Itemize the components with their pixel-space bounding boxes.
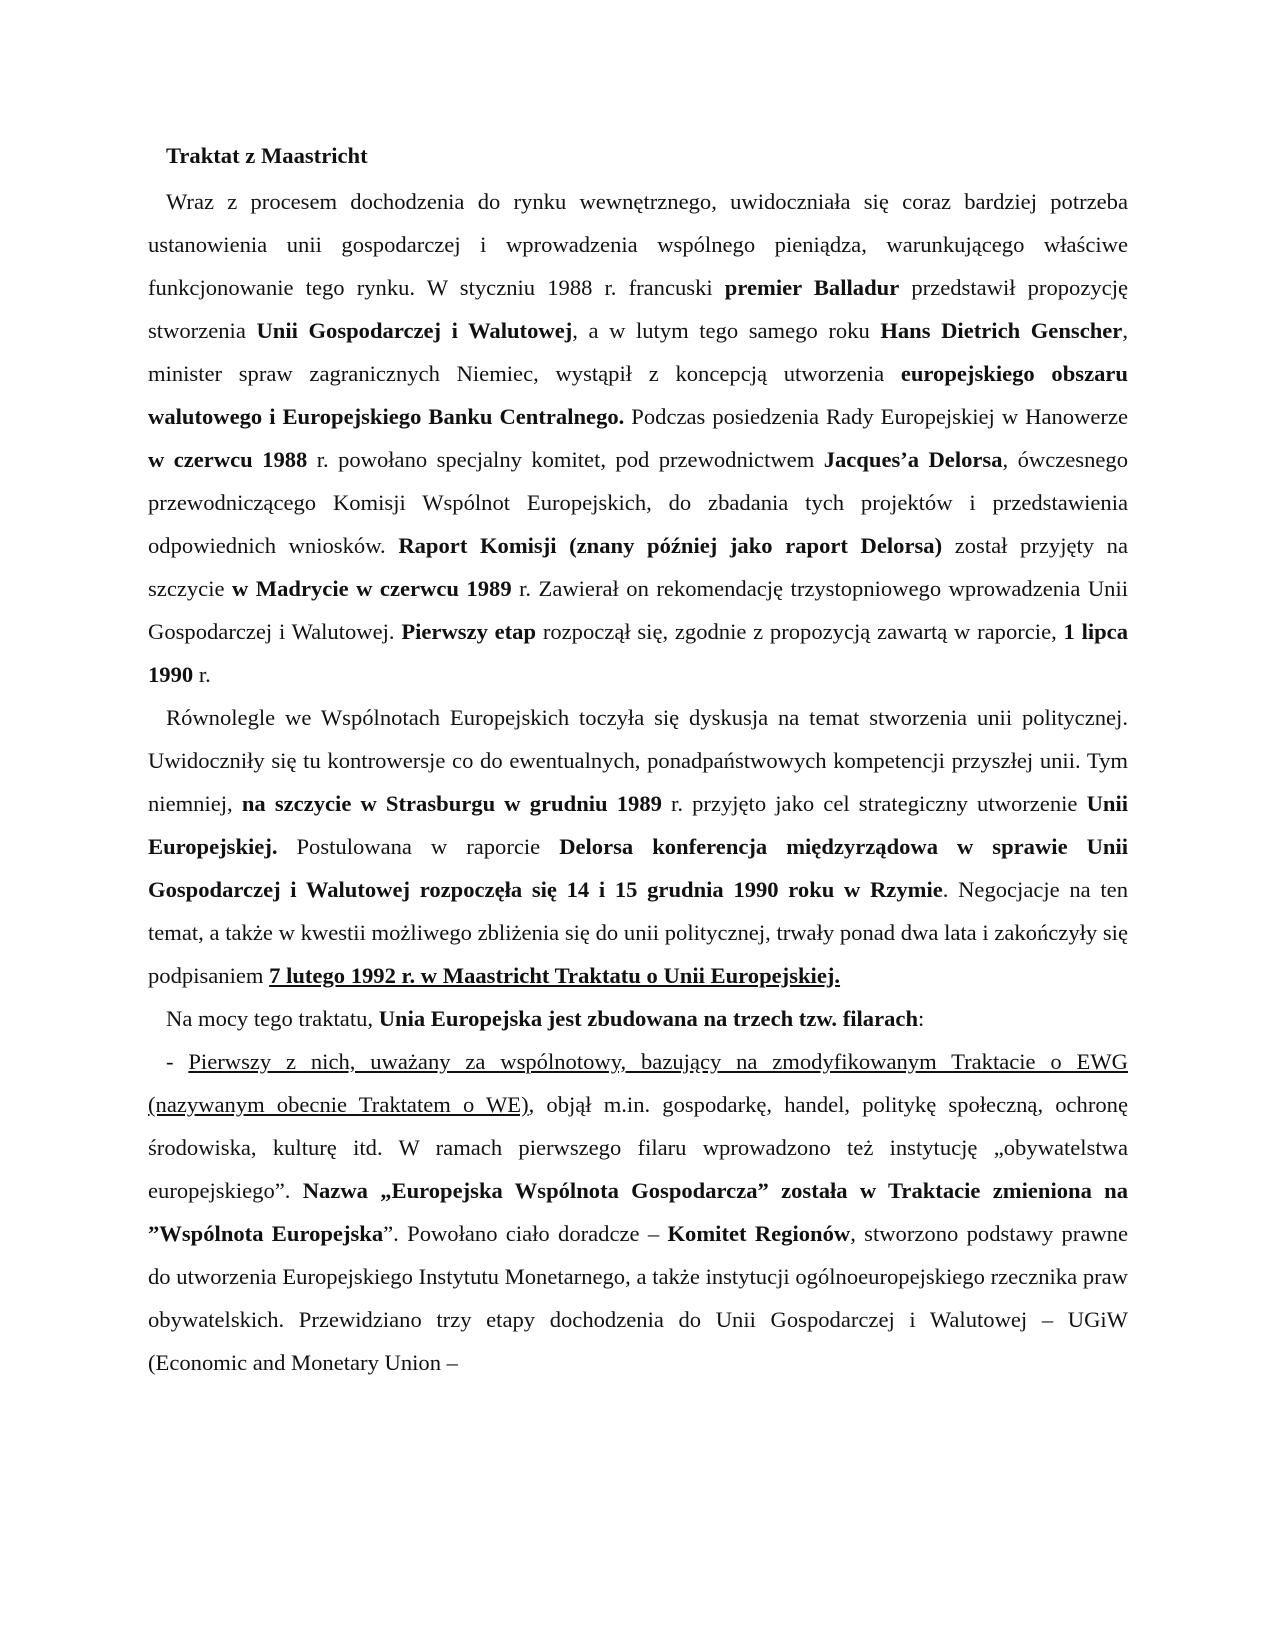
bold-text: premier Balladur [724,275,900,300]
text-run: r. powołano specjalny komitet, pod przewodnictwem [307,447,824,472]
paragraph-1 [148,180,1128,696]
text-run: , a w lutym tego samego roku [572,318,881,343]
text-run: Postulowana w raporcie [277,834,560,859]
bold-text: 1 lipca 1990 [148,619,1129,687]
paragraph-2 [148,696,1128,997]
text-run: , minister spraw zagranicznych Niemiec, wystąpił z koncepcją utworzenia [148,318,1128,386]
bold-text: Nazwa „Europejska Wspólnota Gospodarcza” została w Traktacie zmieniona na ”Wspólnota Europejska [148,1178,1129,1246]
bold-text: Jacques’a Delorsa [823,447,1003,472]
bold-text: w czerwcu 1988 [148,447,308,472]
paragraph-3 [148,997,1128,1040]
text-run: . Negocjacje na ten temat, a także w kwestii możliwego zbliżenia się do unii politycznej, trwały ponad dwa lata i zakończyły się podpisaniem [148,877,1128,988]
bold-text: europejskiego obszaru walutowego i Europejskiego Banku Centralnego. [148,361,1128,429]
text-run: rozpoczął się, zgodnie z propozycją zawartą w raporcie, [536,619,1064,644]
document-title: Traktat z Maastricht [166,143,368,168]
bold-text: Komitet Regionów [667,1221,851,1246]
text-run: Na mocy tego traktatu, [166,1006,379,1031]
text-run: , stworzono podstawy prawne do utworzenia Europejskiego Instytutu Monetarnego, a także instytucji ogólnoeuropejskiego rzecznika praw obywatelskich. Przewidziano trzy etapy dochodzenia do Unii Gospodarczej i Walutowej – UGiW (Economic and Monetary Union – [148,1221,1129,1375]
text-run: Podczas posiedzenia Rady Europejskiej w Hanowerze [624,404,1128,429]
bold-text: Unii Gospodarczej i Walutowej [256,318,573,343]
bold-text: Pierwszy etap [401,619,537,644]
bold-text: Unii Europejskiej. [148,791,1128,859]
text-run: - [166,1049,189,1074]
underlined-text: Pierwszy z nich, uważany za wspólnotowy, bazujący na zmodyfikowanym Traktacie o EWG (nazywanym obecnie Traktatem o WE) [148,1049,1128,1117]
text-run: , ówczesnego przewodniczącego Komisji Wspólnot Europejskich, do zbadania tych projektów i przedstawienia odpowiednich wniosków. [148,447,1128,558]
text-run: , objął m.in. gospodarkę, handel, politykę społeczną, ochronę środowiska, kulturę itd. W ramach pierwszego filaru wprowadzono też instytucję „obywatelstwa europejskiego”. [148,1092,1128,1203]
bold-text [269,963,840,988]
text-run: przedstawił propozycję stworzenia [148,275,1129,343]
bold-text: Hans Dietrich Genscher [880,318,1123,343]
underlined-text: 7 lutego 1992 r. w Maastricht Traktatu o Unii Europejskiej. [269,963,841,988]
bold-text: w Madrycie w czerwcu 1989 [232,576,512,601]
bold-text: Unia Europejska jest zbudowana na trzech tzw. filarach [378,1006,919,1031]
text-run: Równolegle we Wspólnotach Europejskich toczyła się dyskusja na temat stworzenia unii politycznej. Uwidoczniły się tu kontrowersje co do ewentualnych, ponadpaństwowych kompetencji przyszłej unii. Tym niemniej, [148,705,1128,816]
bold-text: Raport Komisji (znany później jako raport Delorsa) [398,533,943,558]
document-body [148,140,1128,1384]
text-run: : [918,1006,925,1031]
text-run: r. przyjęto jako cel strategiczny utworzenie [661,791,1087,816]
text-run: Wraz z procesem dochodzenia do rynku wewnętrznego, uwidoczniała się coraz bardziej potrzeba ustanowienia unii gospodarczej i wprowadzenia wspólnego pieniądza, warunkującego właściwe funkcjonowanie tego rynku. W styczniu 1988 r. francuski [148,189,1128,300]
bold-text: na szczycie w Strasburgu w grudniu 1989 [241,791,662,816]
text-run: został przyjęty na szczycie [148,533,1129,601]
paragraph-4 [148,1040,1128,1384]
text-run: ”. Powołano ciało doradcze – [383,1221,668,1246]
bold-text: Delorsa konferencja międzyrządowa w sprawie Unii Gospodarczej i Walutowej rozpoczęła się 14 i 15 grudnia 1990 roku w Rzymie [148,834,1129,902]
text-run: r. Zawierał on rekomendację trzystopniowego wprowadzenia Unii Gospodarczej i Walutowej. [148,576,1129,644]
text-run: r. [193,662,211,687]
